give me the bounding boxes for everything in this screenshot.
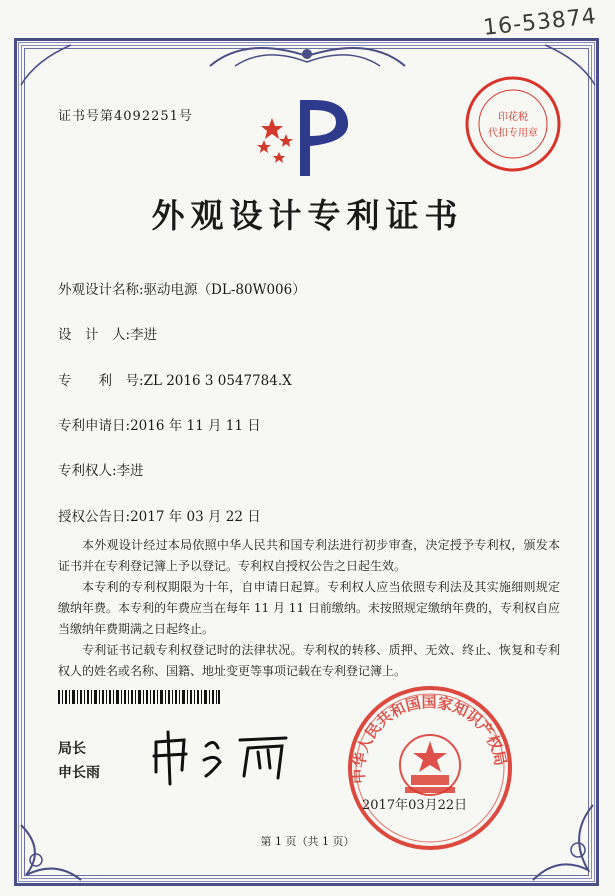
- field-label: 设 计 人:: [58, 327, 131, 343]
- field-designer: [58, 323, 157, 343]
- signature-name: 申长雨: [58, 765, 100, 781]
- barcode-icon: [58, 690, 220, 704]
- agency-seal-small-icon: [463, 74, 563, 174]
- svg-text:代扣专用章: 代扣专用章: [488, 128, 538, 139]
- field-value: 李进: [116, 463, 144, 479]
- field-label: 授权公告日:: [58, 509, 131, 525]
- field-value: 2017 年 03 月 22 日: [130, 509, 261, 525]
- seal-date: 2017年03月22日: [362, 798, 468, 813]
- field-label: 专利申请日:: [58, 418, 131, 434]
- signature-title: 局长: [58, 741, 86, 757]
- field-value: ZL 2016 3 0547784.X: [143, 373, 292, 389]
- field-patent-number: [58, 369, 292, 389]
- svg-text:中华人民共和国国家知识产权局: 中华人民共和国国家知识产权局: [349, 693, 510, 785]
- ornament-bottom-left-icon: [16, 820, 86, 884]
- field-value: 驱动电源（DL-80W006）: [143, 282, 306, 298]
- svg-text:印花税: 印花税: [498, 112, 528, 123]
- field-patentee: [58, 459, 144, 479]
- body-paragraph: 专利证书记载专利权登记时的法律状况。专利权的转移、质押、无效、终止、恢复和专利权人的姓名或名称、国籍、地址变更等事项记载在专利登记簿上。: [58, 643, 560, 678]
- ornament-top-center-icon: [205, 36, 410, 76]
- body-paragraph: 本外观设计经过本局依照中华人民共和国专利法进行初步审查，决定授予专利权，颁发本证书并在专利登记簿上予以登记。专利权自授权公告之日起生效。: [58, 538, 560, 573]
- field-value: 2016 年 11 月 11 日: [130, 418, 261, 434]
- ornament-top-left-icon: [16, 40, 76, 90]
- field-label: 专 利 号:: [58, 373, 144, 389]
- certificate-title: 外观设计专利证书: [151, 196, 464, 235]
- patent-office-emblem-icon: [252, 96, 352, 182]
- certificate-body: [58, 535, 560, 682]
- national-ip-administration-seal-icon: [345, 683, 515, 853]
- handwritten-signature-icon: [148, 728, 298, 788]
- field-grant-date: [58, 505, 261, 525]
- handwritten-note: 16-53874: [482, 4, 598, 41]
- field-value: 李进: [130, 327, 158, 343]
- body-paragraph: 本专利的专利权期限为十年，自申请日起算。专利权人应当依照专利法及其实施细则规定缴纳年费。本专利的年费应当在每年 11 月 11 日前缴纳。未按照规定缴纳年费的，专利权自应当缴纳年费期满之日起终止。: [58, 580, 560, 636]
- field-filing-date: [58, 414, 261, 434]
- field-label: 专利权人:: [58, 463, 117, 479]
- field-label: 外观设计名称:: [58, 282, 144, 298]
- page-footer: 第 1 页（共 1 页）: [260, 835, 355, 848]
- field-design-name: [58, 278, 306, 298]
- certificate-number: 证书号第4092251号: [58, 109, 193, 124]
